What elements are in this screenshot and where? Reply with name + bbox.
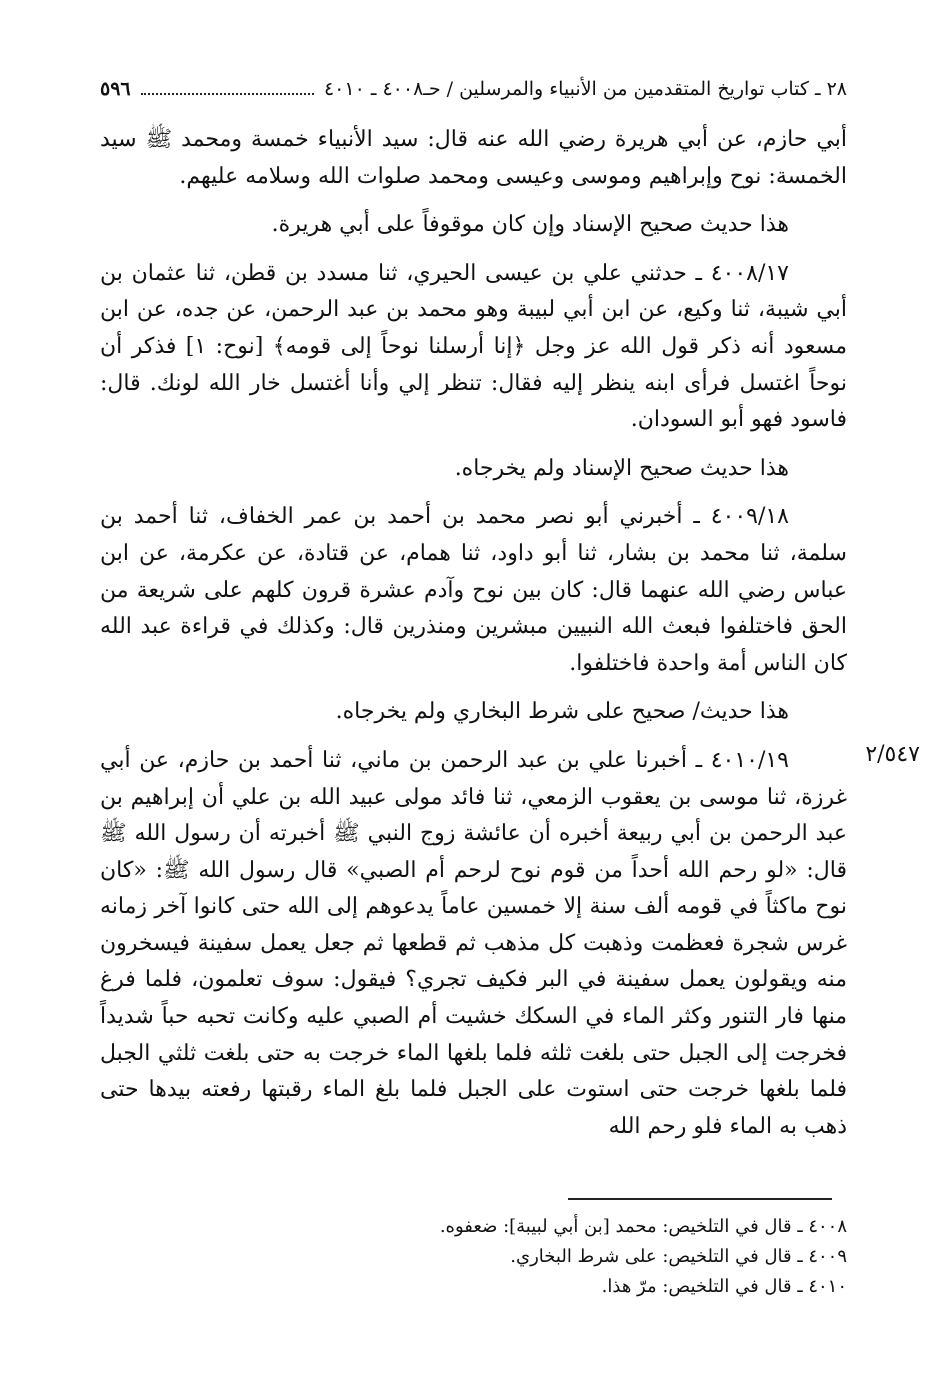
running-title: ٢٨ ـ كتاب تواريخ المتقدمين من الأنبياء والمرسلين / حـ٤٠٠٨ ـ ٤٠١٠ [323, 78, 847, 100]
header-leader-dots [141, 83, 314, 95]
hadith-4009: ٤٠٠٩/١٨ ـ أخبرني أبو نصر محمد بن أحمد بن عمر الخفاف، ثنا أحمد بن سلمة، ثنا محمد بن بشار، ثنا أبو داود، ثنا همام، عن قتادة، عن عكرمة، عن ابن عباس رضي الله عنهما قال: كان بين نوح وآدم عشرة قرون كلهم على شريعة من الحق فاختلفوا فبعث الله النبيين مبشرين ومنذرين قال: وكذلك في قراءة عبد الله كان الناس أمة واحدة فاختلفوا. [100, 504, 847, 676]
paragraph: هذا حديث صحيح الإسناد ولم يخرجاه. [454, 455, 789, 481]
running-header [100, 72, 847, 106]
margin-note: ٢/٥٤٧ [865, 742, 920, 767]
footnotes [100, 1212, 847, 1302]
hadith-4008: ٤٠٠٨/١٧ ـ حدثني علي بن عيسى الحيري، ثنا مسدد بن قطن، ثنا عثمان بن أبي شيبة، ثنا وكيع، عن ابن أبي لبيبة وهو محمد بن عبد الرحمن، عن جده، عن ابن مسعود أنه ذكر قول الله عز وجل ﴿إنا أرسلنا نوحاً إلى قومه﴾ [نوح: ١] فذكر أن نوحاً اغتسل فرأى ابنه ينظر إليه فقال: تنظر إلي وأنا أغتسل خار الله لونك. قال: فاسود فهو أبو السودان. [100, 260, 847, 433]
footnote: ٤٠٠٩ ـ قال في التلخيص: على شرط البخاري. [510, 1246, 847, 1267]
footnote: ٤٠١٠ ـ قال في التلخيص: مرّ هذا. [601, 1276, 847, 1297]
paragraph: أبي حازم، عن أبي هريرة رضي الله عنه قال: سيد الأنبياء خمسة ومحمد ﷺ سيد الخمسة: نوح وإبراهيم وموسى وعيسى ومحمد صلوات الله وسلامه عليهم. [100, 127, 847, 189]
footnote: ٤٠٠٨ ـ قال في التلخيص: محمد [بن أبي لبيبة]: ضعفوه. [439, 1216, 847, 1237]
paragraph: هذا حديث/ صحيح على شرط البخاري ولم يخرجاه. [335, 699, 789, 725]
page-number: ٥٩٦ [100, 78, 131, 100]
main-text [100, 122, 847, 1157]
hadith-4010: ٤٠١٠/١٩ ـ أخبرنا علي بن عبد الرحمن بن ماني، ثنا أحمد بن حازم، عن أبي غرزة، ثنا موسى بن يعقوب الزمعي، ثنا فائد مولى عبيد الله بن علي أن إبراهيم بن عبد الرحمن بن أبي ربيعة أخبره أن عائشة زوج النبي ﷺ أخبرته أن رسول الله ﷺ قال: «لو رحم الله أحداً من قوم نوح لرحم أم الصبي» قال رسول الله ﷺ: «كان نوح ماكثاً في قومه ألف سنة إلا خمسين عاماً يدعوهم إلى الله حتى كانوا آخر زمانه غرس شجرة فعظمت وذهبت كل مذهب ثم قطعها ثم جعل يعمل سفينة فيسخرون منه ويقولون يعمل سفينة في البر فكيف تجري؟ فيقول: سوف تعلمون، فلما فرغ منها فار التنور وكثر الماء في السكك خشيت أم الصبي عليه وكانت تحبه حباً شديداً فخرجت إلى الجبل حتى بلغت ثلثه فلما بلغها الماء خرجت به حتى بلغت ثلثي الجبل فلما بلغها خرجت حتى استوت على الجبل فلما بلغ الماء رقبتها رفعته بيدها حتى ذهب به الماء فلو رحم الله [100, 747, 848, 1139]
paragraph: هذا حديث صحيح الإسناد وإن كان موقوفاً على أبي هريرة. [271, 212, 789, 238]
footnote-divider [568, 1198, 832, 1200]
